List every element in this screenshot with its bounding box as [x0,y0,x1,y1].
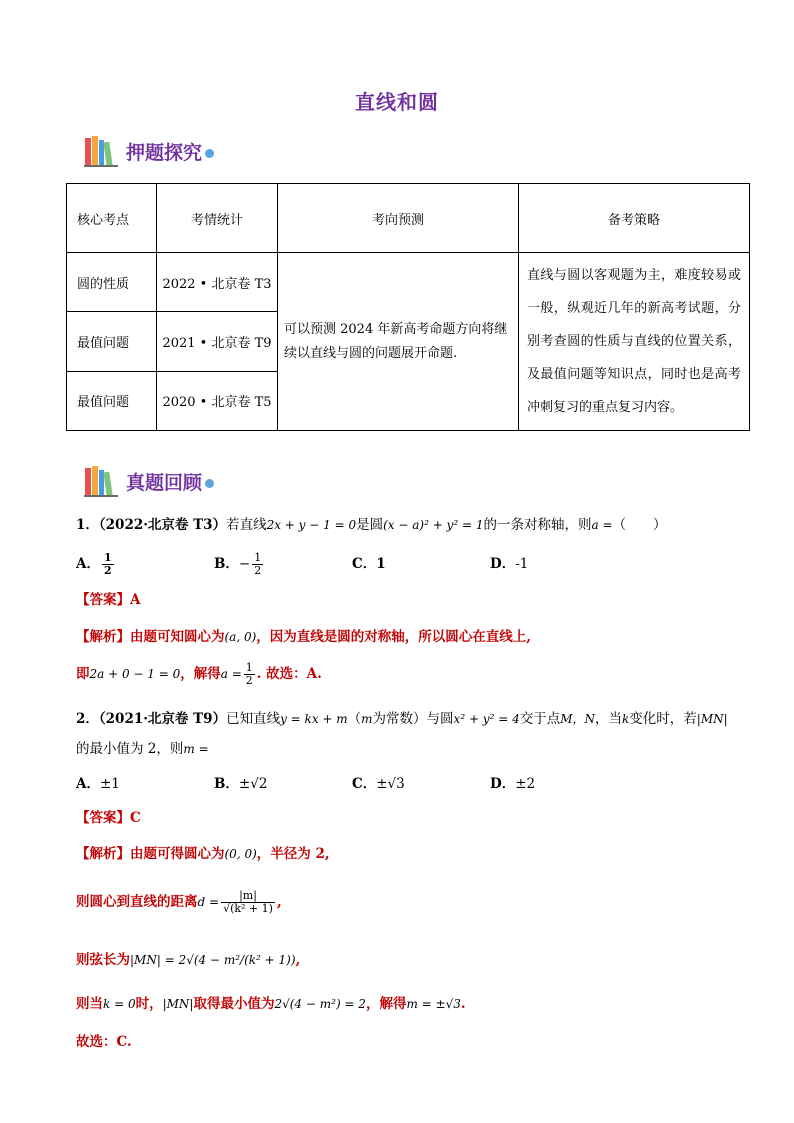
q1-answer: 【答案】A [76,592,141,608]
table-row [67,253,750,312]
q2-option-b: B．±√2 [214,776,268,792]
q2-answer: 【答案】C [76,810,141,826]
q1-option-a: A． $\frac{1}{2}$ [76,551,112,577]
question-2-line2: 的最小值为 2，则m = [76,741,209,757]
section-title: 真题回顾 [126,472,203,494]
q2-analysis-line4: 则当k = 0时，|MN|取得最小值为2√(4 − m²) = 2，解得m = ±√3. [76,996,466,1012]
header-cell: 考向预测 [278,184,519,253]
topic-cell: 圆的性质 [67,253,157,312]
q2-analysis-line1: 【解析】由题可得圆心为(0, 0)，半径为 2, [76,846,330,862]
q1-analysis-line1: 【解析】由题可知圆心为(a, 0)，因为直线是圆的对称轴，所以圆心在直线上, [76,629,531,645]
books-icon [84,134,120,168]
header-cell: 核心考点 [67,184,157,253]
question-1: 1．（2022·北京卷 T3）若直线2x + y − 1 = 0是圆(x − a)² + y² = 1的一条对称轴，则a =（ ） [76,517,667,533]
question-2-line1: 2．（2021·北京卷 T9）已知直线y = kx + m（m为常数）与圆x² + y² = 4交于点M，N，当k变化时，若|MN| [76,711,728,727]
header-cell: 备考策略 [519,184,750,253]
q1-option-d: D．-1 [490,556,529,572]
books-icon [84,464,120,498]
q2-analysis-line2: 则圆心到直线的距离d = $\frac{|m|}{\text{√(k² + 1)}}$ , [76,889,282,915]
q1-analysis-line2: 即2a + 0 − 1 = 0，解得a = $\frac{1}{2}$ . 故选：A. [76,661,322,687]
strategy-cell: 直线与圆以客观题为主，难度较易或一般，纵观近几年的新高考试题，分别考查圆的性质与直线的位置关系，及最值问题等知识点，同时也是高考冲刺复习的重点复习内容。 [519,253,750,431]
stat-cell: 2021 • 北京卷 T9 [157,312,278,371]
stat-cell: 2022 • 北京卷 T3 [157,253,278,312]
topic-cell: 最值问题 [67,312,157,371]
q2-option-c: C．±√3 [352,776,405,792]
q2-analysis-line3: 则弦长为|MN| = 2√(4 − m²/(k² + 1)), [76,952,301,968]
section-title: 押题探究 [126,142,203,164]
dot-icon [205,479,214,488]
q1-option-c: C．1 [352,556,386,572]
prediction-cell: 可以预测 2024 年新高考命题方向将继续以直线与圆的问题展开命题. [278,253,519,431]
q2-option-a: A．±1 [76,776,120,792]
dot-icon [205,149,214,158]
table-header-row [67,184,750,253]
page-title: 直线和圆 [355,90,439,114]
topic-cell: 最值问题 [67,371,157,430]
q1-option-b: B．− $\frac{1}{2}$ [214,551,262,577]
header-cell: 考情统计 [157,184,278,253]
stat-cell: 2020 • 北京卷 T5 [157,371,278,430]
q2-conclusion: 故选：C. [76,1034,132,1050]
q2-option-d: D．±2 [490,776,536,792]
exam-analysis-table [66,183,750,431]
